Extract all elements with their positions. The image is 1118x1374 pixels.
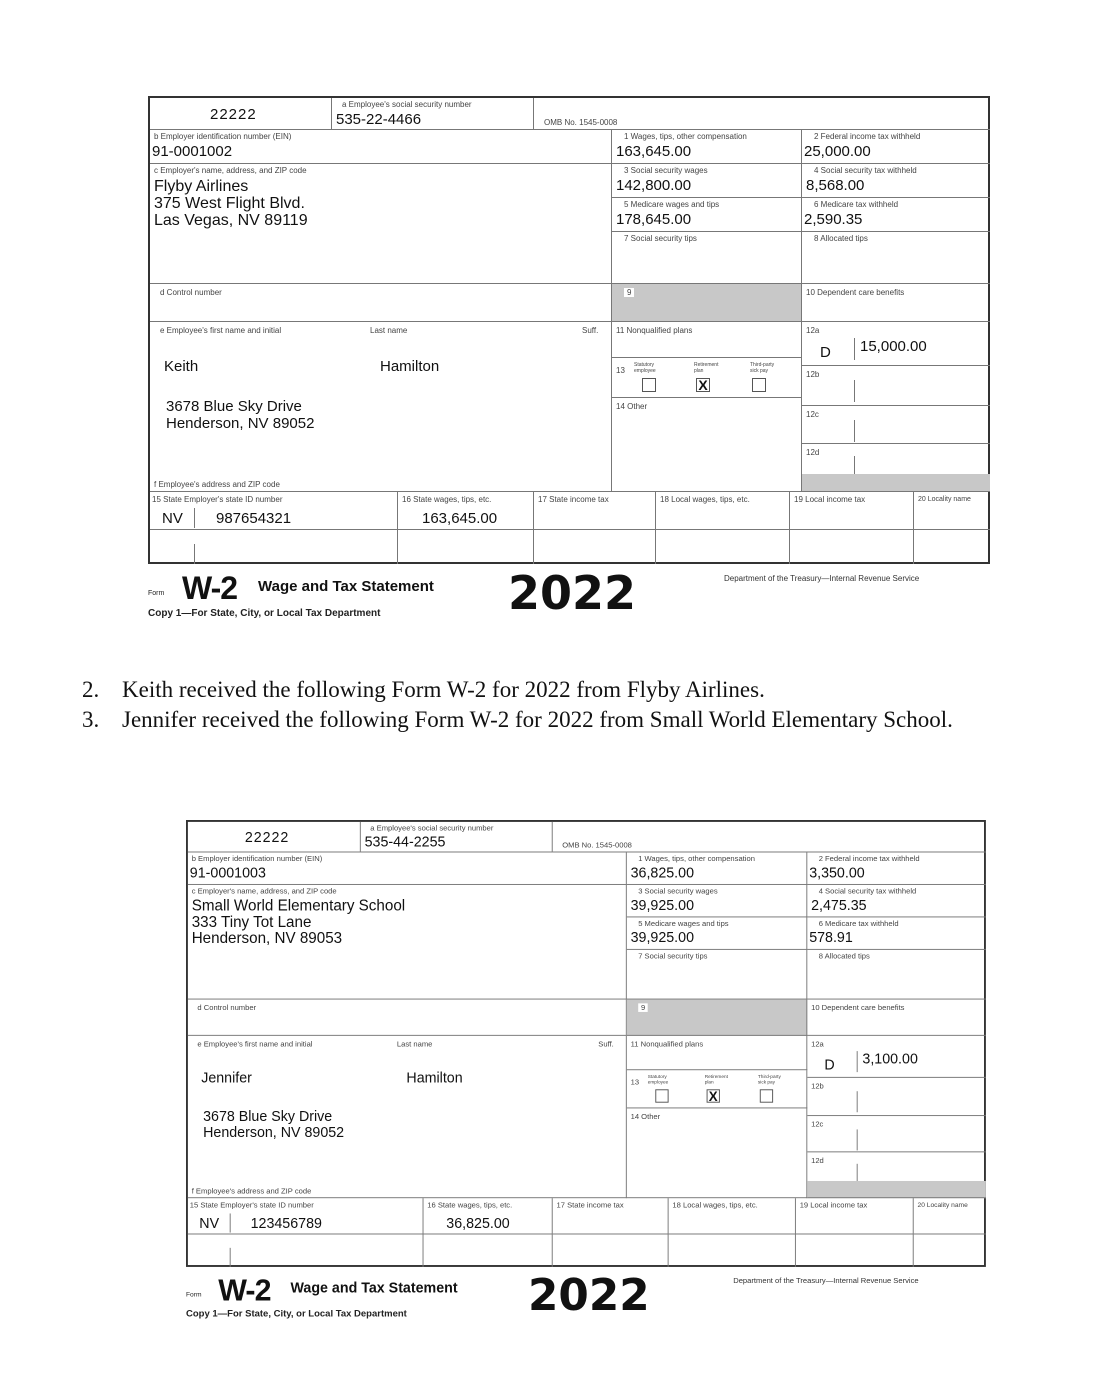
employee-address-1: 3678 Blue Sky Drive [166, 398, 302, 415]
box6-label: 6 Medicare tax withheld [814, 200, 899, 209]
employer-label: c Employer's name, address, and ZIP code [191, 886, 337, 896]
box20-cell [914, 1198, 986, 1234]
ssn-label: a Employee's social security number [342, 100, 472, 109]
box13-cell [612, 358, 802, 398]
box12b-cell [807, 1078, 986, 1116]
ssn-value: 535-22-4466 [336, 111, 422, 128]
employer-cell [188, 885, 627, 1000]
box3-label: 3 Social security wages [638, 886, 718, 896]
box12a-divider [854, 338, 855, 360]
box12a-amount: 15,000.00 [860, 338, 927, 355]
box20-label: 20 Locality name [917, 1202, 968, 1209]
box2-value: 3,350.00 [809, 864, 865, 882]
box10-label: 10 Dependent care benefits [811, 1003, 905, 1012]
box9-cell [612, 284, 802, 322]
form-name: W-2 [182, 570, 238, 606]
box1-label: 1 Wages, tips, other compensation [624, 132, 747, 141]
box1-value: 163,645.00 [616, 143, 692, 160]
retirement-checkbox[interactable]: X [696, 378, 710, 392]
question-item [82, 705, 1022, 735]
box12d-cell [807, 1152, 986, 1181]
box16-label: 16 State wages, tips, etc. [427, 1201, 513, 1210]
box13-thirdparty-label: Third-party sick pay [757, 1074, 781, 1086]
box12a-divider [857, 1051, 858, 1072]
box16-row2 [398, 530, 534, 564]
copy-line: Copy 1—For State, City, or Local Tax Department [186, 1308, 407, 1320]
state-divider [230, 1213, 231, 1232]
box13-thirdparty-label: Third-party sick pay [750, 362, 775, 374]
box13-statutory-label: Statutory employee [647, 1074, 669, 1086]
box11-label: 11 Nonqualified plans [616, 326, 693, 335]
box20-label: 20 Locality name [918, 496, 971, 503]
box2-cell [802, 130, 990, 164]
box15-cell [150, 492, 398, 530]
state-code: NV [162, 510, 183, 527]
box12a-cell [807, 1036, 986, 1078]
box18-label: 18 Local wages, tips, etc. [672, 1201, 758, 1210]
box13-statutory-label: Statutory employee [634, 362, 656, 374]
box5-cell [627, 917, 808, 949]
box12b-label: 12b [811, 1081, 824, 1091]
box12a-amount: 3,100.00 [862, 1051, 918, 1068]
box8-cell [807, 950, 986, 1000]
statutory-checkbox[interactable] [655, 1089, 668, 1102]
box16-value: 36,825.00 [446, 1215, 510, 1232]
employee-address-2: Henderson, NV 89052 [166, 415, 315, 432]
box14-label: 14 Other [630, 1112, 661, 1121]
retirement-checkbox[interactable]: X [707, 1089, 720, 1102]
state-code: NV [199, 1215, 220, 1232]
box12a-code: D [820, 344, 831, 361]
ssn-cell [332, 98, 534, 130]
statutory-checkbox[interactable] [642, 378, 656, 392]
thirdparty-checkbox[interactable] [752, 378, 766, 392]
employer-address-1: 333 Tiny Tot Lane [191, 914, 312, 931]
box12c-divider [857, 1129, 858, 1150]
box12c-divider [854, 420, 855, 442]
box9-cell [627, 1000, 808, 1036]
box5-value: 178,645.00 [616, 211, 692, 228]
box9-label: 9 [638, 1003, 648, 1012]
employer-name: Small World Elementary School [191, 898, 406, 915]
box18-row2 [669, 1234, 796, 1266]
ein-cell [150, 130, 612, 164]
w2-form-keith [148, 96, 992, 626]
box1-cell [627, 852, 808, 884]
box15-cell [188, 1198, 424, 1234]
box4-cell [807, 885, 986, 917]
box8-label: 8 Allocated tips [814, 234, 868, 243]
box12c-cell [802, 406, 990, 444]
box12d-divider [854, 456, 855, 474]
box11-label: 11 Nonqualified plans [630, 1039, 704, 1049]
employer-address-2: Las Vegas, NV 89119 [154, 212, 308, 229]
question-text: Keith received the following Form W-2 for 2022 from Flyby Airlines. [122, 677, 765, 702]
employee-address-label: f Employee's address and ZIP code [154, 480, 280, 489]
box6-cell [802, 198, 990, 232]
box18-row2 [656, 530, 790, 564]
box6-value: 2,590.35 [804, 211, 863, 228]
state-divider [194, 508, 195, 528]
box4-value: 2,475.35 [811, 897, 867, 914]
state-id: 123456789 [250, 1215, 322, 1232]
state-divider-2 [194, 544, 195, 564]
employee-address-1: 3678 Blue Sky Drive [203, 1108, 333, 1125]
employer-address-1: 375 West Flight Blvd. [154, 195, 305, 212]
control-code-cell [150, 98, 332, 130]
tax-year: 2022 [528, 1268, 650, 1321]
w2-form-jennifer [186, 820, 968, 1321]
form-title: Wage and Tax Statement [290, 1280, 458, 1297]
box4-label: 4 Social security tax withheld [818, 886, 917, 896]
box15-row2 [150, 530, 398, 564]
box1-cell [612, 130, 802, 164]
employee-last-name: Hamilton [380, 358, 440, 375]
box7-cell [627, 950, 808, 1000]
control-code: 22222 [244, 829, 290, 846]
suffix-label: Suff. [598, 1039, 614, 1049]
box3-value: 142,800.00 [616, 177, 692, 194]
box8-cell [802, 232, 990, 284]
box12c-cell [807, 1116, 986, 1152]
employee-cell [188, 1036, 627, 1198]
box12c-label: 12c [811, 1119, 824, 1129]
box3-cell [612, 164, 802, 198]
ssn-value: 535-44-2255 [364, 834, 446, 851]
box16-cell [398, 492, 534, 530]
box17-row2 [534, 530, 656, 564]
box17-cell [553, 1198, 669, 1234]
box18-cell [656, 492, 790, 530]
box12d-cell [802, 444, 990, 474]
w2-grid [186, 820, 986, 1267]
box4-value: 8,568.00 [806, 177, 865, 194]
ein-label: b Employer identification number (EIN) [191, 854, 323, 863]
box12b-cell [802, 366, 990, 406]
box6-value: 578.91 [809, 929, 853, 947]
box17-label: 17 State income tax [538, 495, 609, 504]
box20-row2 [914, 1234, 986, 1266]
box5-label: 5 Medicare wages and tips [624, 200, 720, 209]
box5-cell [612, 198, 802, 232]
box7-label: 7 Social security tips [638, 951, 708, 961]
box10-label: 10 Dependent care benefits [806, 288, 905, 297]
box12-shaded [802, 474, 990, 492]
omb-number: OMB No. 1545-0008 [544, 118, 618, 127]
control-number-label: d Control number [160, 288, 222, 297]
employee-first-name: Jennifer [201, 1070, 252, 1087]
box17-row2 [553, 1234, 669, 1266]
ein-value: 91-0001003 [189, 864, 266, 882]
question-number: 2. [82, 677, 100, 702]
box2-label: 2 Federal income tax withheld [814, 132, 921, 141]
box12c-label: 12c [806, 410, 819, 419]
box19-row2 [790, 530, 914, 564]
box2-value: 25,000.00 [804, 143, 871, 160]
employee-first-name: Keith [164, 358, 199, 375]
box12-shaded [807, 1181, 986, 1198]
ssn-label: a Employee's social security number [370, 823, 494, 833]
box4-cell [802, 164, 990, 198]
omb-number: OMB No. 1545-0008 [562, 841, 632, 850]
box12b-divider [857, 1091, 858, 1112]
suffix-label: Suff. [582, 326, 599, 335]
control-code: 22222 [210, 106, 257, 123]
box2-label: 2 Federal income tax withheld [818, 854, 920, 863]
box19-cell [796, 1198, 914, 1234]
question-number: 3. [82, 707, 100, 732]
copy-line: Copy 1—For State, City, or Local Tax Department [148, 608, 381, 619]
box17-label: 17 State income tax [556, 1201, 624, 1210]
department-line: Department of the Treasury—Internal Revenue Service [733, 1276, 919, 1286]
employee-last-label: Last name [370, 326, 408, 335]
box4-label: 4 Social security tax withheld [814, 166, 917, 175]
box3-cell [627, 885, 808, 917]
state-id: 987654321 [216, 510, 292, 527]
box16-row2 [424, 1234, 553, 1266]
form-title: Wage and Tax Statement [258, 578, 434, 595]
control-number-cell [188, 1000, 627, 1036]
question-item [82, 675, 1022, 705]
employee-first-label: e Employee's first name and initial [197, 1039, 313, 1049]
omb-cell [553, 822, 986, 853]
box13-retirement-label: Retirement plan [704, 1074, 728, 1086]
box20-row2 [914, 530, 990, 564]
box14-cell [627, 1108, 808, 1198]
box13-retirement-label: Retirement plan [694, 362, 719, 374]
box13-label: 13 [630, 1077, 640, 1087]
form-word: Form [148, 590, 165, 597]
box5-value: 39,925.00 [630, 929, 694, 947]
control-number-cell [150, 284, 612, 322]
box11-cell [627, 1036, 808, 1070]
box8-label: 8 Allocated tips [818, 951, 870, 961]
box16-cell [424, 1198, 553, 1234]
box12a-label: 12a [806, 326, 820, 335]
box15-row2 [188, 1234, 424, 1266]
box12d-label: 12d [811, 1156, 824, 1165]
employee-last-label: Last name [396, 1039, 433, 1049]
box12a-cell [802, 322, 990, 366]
box12a-label: 12a [811, 1039, 824, 1049]
box5-label: 5 Medicare wages and tips [638, 919, 729, 928]
box19-label: 19 Local income tax [794, 495, 866, 504]
control-number-label: d Control number [197, 1003, 257, 1012]
ein-label: b Employer identification number (EIN) [154, 132, 292, 141]
box14-label: 14 Other [616, 402, 648, 411]
employee-address-label: f Employee's address and ZIP code [191, 1186, 312, 1196]
employer-address-2: Henderson, NV 89053 [191, 930, 343, 948]
employee-cell [150, 322, 612, 492]
w2-grid [148, 96, 990, 564]
box12d-divider [857, 1164, 858, 1181]
box12b-label: 12b [806, 370, 820, 379]
box2-cell [807, 852, 986, 884]
box10-cell [807, 1000, 986, 1036]
box12b-divider [854, 380, 855, 402]
box19-label: 19 Local income tax [799, 1201, 868, 1210]
ein-value: 91-0001002 [152, 143, 233, 160]
question-list [82, 675, 1022, 735]
box15-label: 15 State Employer's state ID number [189, 1201, 314, 1210]
box18-cell [669, 1198, 796, 1234]
form-name: W-2 [218, 1272, 271, 1308]
box11-cell [612, 322, 802, 358]
thirdparty-checkbox[interactable] [760, 1089, 773, 1102]
omb-cell [534, 98, 990, 130]
box14-cell [612, 398, 802, 492]
box12a-code: D [824, 1056, 835, 1074]
box7-cell [612, 232, 802, 284]
tax-year: 2022 [508, 566, 637, 620]
box3-label: 3 Social security wages [624, 166, 708, 175]
question-text: Jennifer received the following Form W-2 for 2022 from Small World Elementary School. [122, 707, 953, 732]
ssn-cell [361, 822, 553, 853]
box6-label: 6 Medicare tax withheld [818, 919, 899, 928]
ein-cell [188, 852, 627, 884]
box15-label: 15 State Employer's state ID number [152, 495, 283, 504]
department-line: Department of the Treasury—Internal Revenue Service [724, 574, 920, 583]
box10-cell [802, 284, 990, 322]
form-word: Form [186, 1291, 202, 1299]
box20-cell [914, 492, 990, 530]
box13-cell [627, 1070, 808, 1108]
employer-name: Flyby Airlines [154, 178, 249, 195]
box12d-label: 12d [806, 448, 820, 457]
box7-label: 7 Social security tips [624, 234, 697, 243]
box18-label: 18 Local wages, tips, etc. [660, 495, 750, 504]
employee-first-label: e Employee's first name and initial [160, 326, 282, 335]
control-code-cell [188, 822, 361, 853]
employee-last-name: Hamilton [406, 1070, 463, 1087]
box19-cell [790, 492, 914, 530]
box6-cell [807, 917, 986, 949]
employee-address-2: Henderson, NV 89052 [203, 1124, 345, 1141]
employer-cell [150, 164, 612, 284]
state-divider-2 [230, 1248, 231, 1267]
box17-cell [534, 492, 656, 530]
box16-label: 16 State wages, tips, etc. [402, 495, 492, 504]
box1-value: 36,825.00 [630, 864, 694, 882]
box9-label: 9 [624, 288, 634, 297]
box3-value: 39,925.00 [630, 897, 694, 914]
box1-label: 1 Wages, tips, other compensation [638, 854, 755, 863]
box19-row2 [796, 1234, 914, 1266]
box16-value: 163,645.00 [422, 510, 498, 527]
box13-label: 13 [616, 366, 625, 375]
employer-label: c Employer's name, address, and ZIP code [154, 166, 307, 175]
